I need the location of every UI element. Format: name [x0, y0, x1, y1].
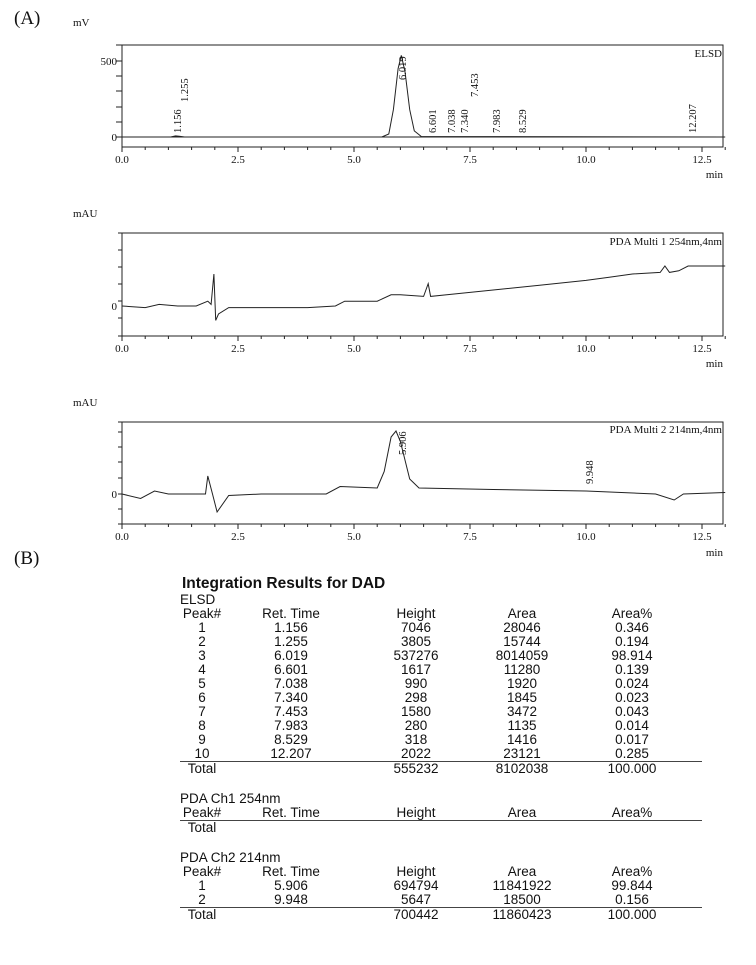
panel-b-label: (B): [14, 548, 40, 569]
total-area: [476, 821, 568, 835]
cell-peak: 2: [198, 634, 206, 649]
elsd-ytick-0: 0: [111, 132, 117, 144]
total-area-pct: 100.000: [607, 907, 657, 922]
pda1-trace: [122, 266, 725, 320]
header-peak: Peak#: [182, 606, 222, 621]
elsd-rows: [178, 621, 718, 761]
header-height: Height: [396, 864, 436, 879]
cell-ret-time: 1.255: [274, 634, 308, 649]
peak-label: 9.948: [585, 460, 596, 484]
table-row: [178, 663, 718, 677]
pda-254nm-chromatogram: [0, 190, 756, 380]
x-tick-label: 5.0: [347, 343, 361, 355]
ch2-section-title: PDA Ch2 214nm: [180, 850, 281, 865]
cell-ret-time: 12.207: [270, 746, 312, 761]
pda1-ytick-0: 0: [111, 301, 117, 313]
header-area-pct: Area%: [611, 606, 653, 621]
total-area: 8102038: [495, 761, 549, 776]
pda2-title: PDA Multi 2 214nm,4nm: [609, 424, 722, 436]
x-tick-label: 10.0: [576, 531, 596, 543]
elsd-section-title: ELSD: [180, 592, 216, 607]
elsd-title: ELSD: [694, 48, 722, 60]
peak-label: 7.453: [470, 73, 481, 97]
cell-peak: 1: [198, 878, 206, 893]
cell-height: 1580: [400, 704, 432, 719]
pda1-frame: [122, 233, 723, 336]
x-tick-label: 12.5: [692, 343, 712, 355]
total-height: 700442: [393, 907, 439, 922]
cell-peak: 3: [198, 648, 206, 663]
cell-area-pct: 0.043: [615, 704, 649, 719]
cell-peak: 4: [198, 662, 206, 677]
pda2-peak-labels: [398, 431, 596, 484]
cell-height: 7046: [400, 620, 432, 635]
pda2-x-ticks: [122, 524, 725, 529]
cell-area: 15744: [503, 634, 541, 649]
cell-area-pct: 0.194: [615, 634, 649, 649]
total-label: Total: [187, 907, 217, 922]
x-tick-label: 2.5: [231, 343, 245, 355]
cell-ret-time: 7.983: [274, 718, 308, 733]
table-row: [178, 649, 718, 663]
cell-area: 3472: [506, 704, 538, 719]
total-height: [356, 821, 476, 835]
pda1-x-axis-label: min: [705, 358, 723, 370]
header-ret-time: Ret. Time: [262, 805, 320, 820]
pda1-title: PDA Multi 1 254nm,4nm: [609, 236, 722, 248]
integration-results: [178, 574, 718, 922]
header-area-pct: Area%: [611, 805, 653, 820]
peak-label: 12.207: [688, 104, 699, 133]
table-row: [178, 621, 718, 635]
peak-label: 8.529: [518, 109, 529, 133]
x-tick-label: 7.5: [463, 343, 477, 355]
cell-area-pct: 0.346: [615, 620, 649, 635]
cell-area: 28046: [503, 620, 541, 635]
x-tick-label: 2.5: [231, 531, 245, 543]
peak-label: 7.038: [447, 109, 458, 133]
cell-area-pct: 0.139: [615, 662, 649, 677]
total-label: Total: [187, 761, 217, 776]
total-height: 555232: [393, 761, 439, 776]
total-area-pct: 100.000: [607, 761, 657, 776]
cell-ret-time: 7.453: [274, 704, 308, 719]
peak-label: 1.156: [173, 109, 184, 133]
peak-label: 6.019: [398, 56, 409, 80]
cell-area: 23121: [503, 746, 541, 761]
header-height: Height: [396, 606, 436, 621]
cell-height: 537276: [393, 648, 439, 663]
header-area: Area: [507, 805, 537, 820]
x-tick-label: 10.0: [576, 343, 596, 355]
cell-peak: 2: [198, 892, 206, 907]
pda2-trace: [122, 431, 725, 512]
x-tick-label: 7.5: [463, 154, 477, 166]
total-ret-time: [226, 821, 356, 835]
x-tick-label: 12.5: [692, 154, 712, 166]
cell-area: 1845: [506, 690, 538, 705]
header-ret-time: Ret. Time: [262, 864, 320, 879]
cell-height: 3805: [400, 634, 432, 649]
cell-peak: 10: [194, 746, 210, 761]
table-row: [178, 893, 718, 907]
cell-area: 11841922: [492, 878, 552, 893]
ch1-section-title: PDA Ch1 254nm: [180, 791, 281, 806]
pda2-ytick-0: 0: [111, 489, 117, 501]
cell-height: 1617: [400, 662, 432, 677]
total-area-pct: [568, 821, 696, 835]
pda2-y-ticks: [118, 422, 122, 524]
x-tick-label: 5.0: [347, 531, 361, 543]
cell-ret-time: 6.019: [274, 648, 308, 663]
cell-ret-time: 6.601: [274, 662, 308, 677]
cell-area-pct: 99.844: [611, 878, 653, 893]
elsd-ytick-500: 500: [100, 56, 117, 68]
cell-area-pct: 0.024: [615, 676, 649, 691]
elsd-trace: [122, 55, 725, 137]
cell-ret-time: 5.906: [274, 878, 308, 893]
pda-214nm-chromatogram: [0, 380, 756, 565]
x-tick-label: 7.5: [463, 531, 477, 543]
pda2-frame: [122, 422, 723, 524]
pda2-y-unit: mAU: [73, 397, 98, 409]
pda2-x-axis-label: min: [705, 547, 723, 559]
header-area: Area: [507, 606, 537, 621]
pda2-x-tick-labels: [115, 531, 712, 543]
elsd-x-ticks: [122, 147, 725, 152]
cell-ret-time: 9.948: [274, 892, 308, 907]
x-tick-label: 0.0: [115, 343, 129, 355]
header-ret-time: Ret. Time: [262, 606, 320, 621]
total-label: Total: [187, 820, 217, 835]
peak-label: 1.255: [180, 78, 191, 102]
pda1-y-unit: mAU: [73, 208, 98, 220]
pda1-y-ticks: [118, 233, 122, 336]
x-tick-label: 0.0: [115, 531, 129, 543]
ch1-total-row: [178, 821, 718, 835]
elsd-peak-labels: [173, 56, 699, 133]
cell-area-pct: 0.156: [615, 892, 649, 907]
peak-label: 7.983: [492, 109, 503, 133]
cell-area: 1135: [507, 718, 537, 733]
elsd-header-row: [178, 607, 718, 621]
ch2-rows: [178, 879, 718, 907]
total-ret-time: [226, 908, 356, 922]
table-row: [178, 705, 718, 719]
cell-area-pct: 0.017: [615, 732, 649, 747]
total-ret-time: [226, 762, 356, 776]
cell-ret-time: 7.340: [274, 690, 308, 705]
cell-height: 280: [404, 718, 428, 733]
elsd-frame: [122, 45, 723, 147]
cell-ret-time: 1.156: [274, 620, 308, 635]
elsd-chromatogram: [0, 0, 756, 195]
cell-area: 18500: [503, 892, 541, 907]
x-tick-label: 5.0: [347, 154, 361, 166]
pda1-x-ticks: [122, 336, 725, 341]
cell-area-pct: 0.023: [615, 690, 649, 705]
elsd-x-axis-label: min: [705, 169, 723, 181]
table-title: Integration Results for DAD: [182, 575, 386, 592]
cell-area-pct: 0.285: [615, 746, 649, 761]
table-row: [178, 733, 718, 747]
panel-a-label: (A): [14, 8, 41, 29]
ch1-header-row: [178, 806, 718, 820]
header-peak: Peak#: [182, 805, 222, 820]
total-area: 11860423: [492, 907, 552, 922]
ch2-header-row: [178, 865, 718, 879]
peak-label: 6.601: [428, 109, 439, 133]
header-area-pct: Area%: [611, 864, 653, 879]
cell-peak: 7: [198, 704, 206, 719]
elsd-y-unit: mV: [73, 17, 90, 29]
table-row: [178, 719, 718, 733]
cell-area: 11280: [503, 662, 541, 677]
cell-area-pct: 0.014: [615, 718, 649, 733]
cell-height: 298: [404, 690, 428, 705]
elsd-total-row: [178, 762, 718, 776]
peak-label: 7.340: [460, 109, 471, 133]
table-row: [178, 747, 718, 761]
cell-peak: 1: [198, 620, 206, 635]
table-row: [178, 635, 718, 649]
ch2-total-row: [178, 908, 718, 922]
x-tick-label: 10.0: [576, 154, 596, 166]
cell-area: 8014059: [495, 648, 549, 663]
cell-ret-time: 8.529: [274, 732, 308, 747]
x-tick-label: 2.5: [231, 154, 245, 166]
cell-ret-time: 7.038: [274, 676, 308, 691]
cell-peak: 8: [198, 718, 206, 733]
cell-height: 990: [404, 676, 428, 691]
table-row: [178, 677, 718, 691]
cell-area: 1920: [506, 676, 538, 691]
table-row: [178, 691, 718, 705]
cell-area: 1416: [506, 732, 538, 747]
header-area: Area: [507, 864, 537, 879]
pda1-x-tick-labels: [115, 343, 712, 355]
cell-height: 2022: [400, 746, 432, 761]
header-height: Height: [396, 805, 436, 820]
cell-peak: 6: [198, 690, 206, 705]
cell-peak: 5: [198, 676, 206, 691]
x-tick-label: 12.5: [692, 531, 712, 543]
cell-area-pct: 98.914: [611, 648, 653, 663]
elsd-x-tick-labels: [115, 154, 712, 166]
cell-height: 5647: [400, 892, 432, 907]
table-row: [178, 879, 718, 893]
x-tick-label: 0.0: [115, 154, 129, 166]
header-peak: Peak#: [182, 864, 222, 879]
peak-label: 5.906: [398, 431, 409, 455]
cell-peak: 9: [198, 732, 206, 747]
cell-height: 318: [404, 732, 428, 747]
cell-height: 694794: [393, 878, 439, 893]
